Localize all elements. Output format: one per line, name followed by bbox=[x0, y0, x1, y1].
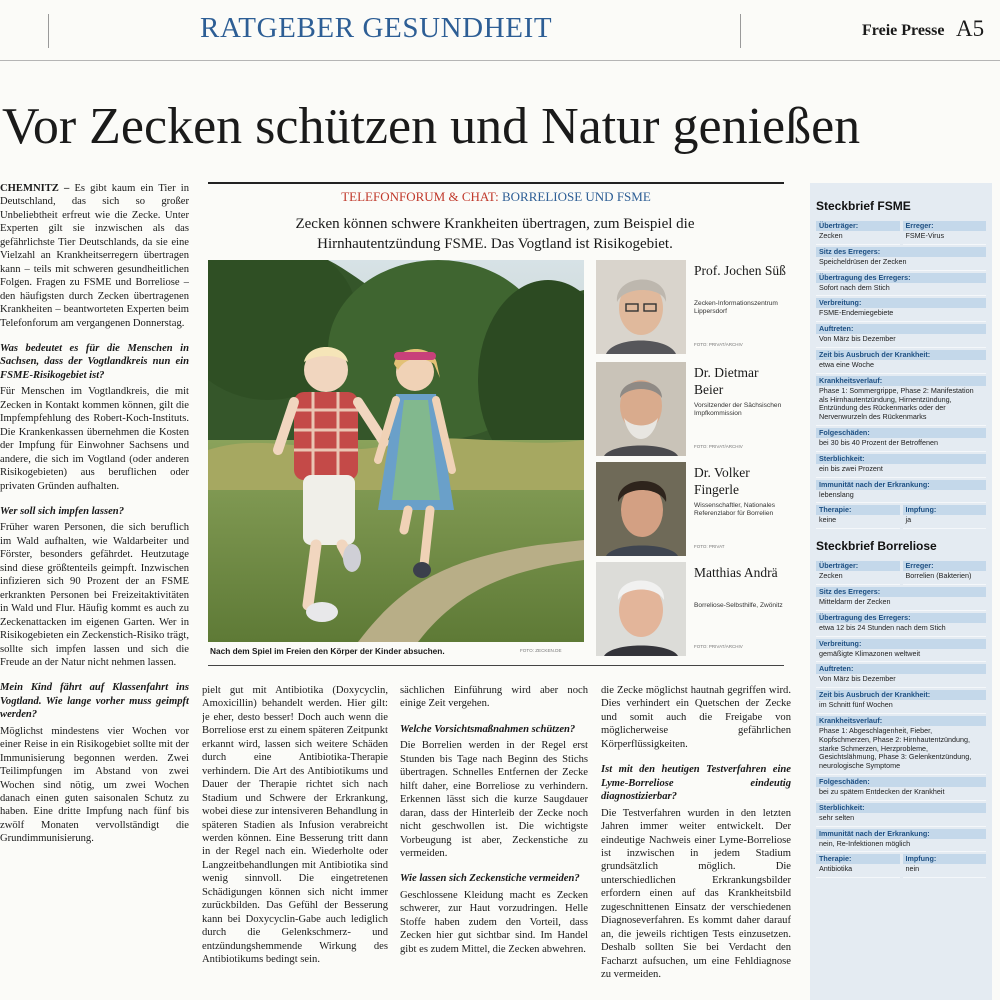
page-number: A5 bbox=[956, 16, 985, 41]
fact-label: Folgeschäden: bbox=[816, 777, 986, 787]
intro-text: Es gibt kaum ein Tier in Deutschland, das sich so großer Unbeliebtheit erfreut wie die Zecke. Unter Experten gilt sie inzwischen als das gefährlichste Tier Deutschlands, da sie eine Vielzahl an Krankheitserregern übertragen kann – teils mit schweren gesundheitlichen Folgen. Fragen zu FSME und Borreliose – den häufigsten durch Zecken übertragenen Krankheiten – beantworteten Experten beim Telefonforum am vergangenen Donnerstag. bbox=[0, 183, 189, 329]
fact-value: keine bbox=[816, 515, 900, 529]
fact-row bbox=[816, 350, 986, 374]
fact-row bbox=[816, 273, 986, 297]
fact-label: Zeit bis Ausbruch der Krankheit: bbox=[816, 690, 986, 700]
article-column-2 bbox=[202, 684, 388, 1000]
fact-value: ja bbox=[903, 515, 987, 529]
fact-value: Zecken bbox=[816, 231, 900, 245]
fact-row bbox=[816, 777, 986, 801]
expert-photo bbox=[596, 362, 686, 456]
fact-value: Mitteldarm der Zecken bbox=[816, 597, 986, 611]
question: Wer soll sich impfen lassen? bbox=[0, 505, 124, 517]
fact-value: ein bis zwei Prozent bbox=[816, 464, 986, 478]
section-title: RATGEBER GESUNDHEIT bbox=[200, 12, 553, 44]
fact-label: Sterblichkeit: bbox=[816, 803, 986, 813]
fact-label: Überträger: bbox=[816, 221, 900, 231]
fact-row bbox=[816, 613, 986, 637]
fact-row bbox=[816, 829, 986, 853]
fact-label: Sitz des Erregers: bbox=[816, 247, 986, 257]
photo-credit: FOTO: ZECKEN.DE bbox=[520, 648, 562, 653]
fact-value: Speicheldrüsen der Zecken bbox=[816, 257, 986, 271]
fact-value: Phase 1: Abgeschlagenheit, Fieber, Kopfschmerzen, Phase 2: Hirnhautentzündung, starke Schmerzen, Herzprobleme, Gesichtslähmung, Phase 3: Gelenkentzündung, neurologische Symptome bbox=[816, 726, 986, 775]
expert-2 bbox=[596, 362, 786, 458]
fact-label: Krankheitsverlauf: bbox=[816, 716, 986, 726]
masthead-rule-left bbox=[48, 14, 49, 48]
fact-value: etwa eine Woche bbox=[816, 360, 986, 374]
answer: Geschlossene Kleidung macht es Zecken schwerer, zur Haut vorzudringen. Helle Stoffe haben zudem den Vorteil, dass Zecken hier gut sichtbar sind. Im Handel gibt es zudem Mittel, die Zecken abwehren. bbox=[400, 889, 588, 955]
fact-value: Phase 1: Sommergrippe, Phase 2: Manifestation als Hirnhautentzündung, Hirnentzündung, Entzündung des Rückenmarks oder der Nervenwurzeln des Rückenmarks bbox=[816, 386, 986, 426]
forum-bottom-rule bbox=[208, 665, 784, 666]
question: Wie lassen sich Zeckenstiche vermeiden? bbox=[400, 873, 580, 885]
forum-kicker-blue: BORRELIOSE UND FSME bbox=[501, 189, 651, 204]
fact-value: lebenslang bbox=[816, 490, 986, 504]
expert-1 bbox=[596, 260, 786, 356]
fact-row bbox=[816, 480, 986, 504]
fact-label: Erreger: bbox=[903, 561, 987, 571]
fact-row bbox=[816, 247, 986, 271]
body-text: pielt gut mit Antibiotika (Doxycyclin, Amoxicillin) behandelt werden. Hier gilt: je eher, desto besser! Doch auch wenn die Borreliose erst zu einem späteren Zeitpunkt erkannt wird, lassen sich weitere Schäden durch eine Antibiotika-Therapie verhindern. Die Art des Antibiotikums und Dauer der Therapie richtet sich nach Stadium und Schwere der Erkrankung, wobei diese zur intensiveren Behandlung in späteren Stadien als Infusion verabreicht werden können. Eine Besserung tritt dann in der Regel nach ein. Wiederholte oder Langzeitbehandlungen mit Antibiotika sind wenig sinnvoll. Die eingetretenen Schädigungen können sich nicht immer zurückbilden. Das Gefühl der Besserung kann bei Doxycyclin-Gabe auch lediglich durch die Gelenkschmerz- und entzündungshemmende Wirkung des Antibiotikums bedingt sein. bbox=[202, 685, 388, 966]
intro-paragraph bbox=[0, 182, 189, 330]
fact-label: Auftreten: bbox=[816, 664, 986, 674]
fact-value: Von März bis Dezember bbox=[816, 674, 986, 688]
expert-3 bbox=[596, 462, 786, 558]
fact-label: Erreger: bbox=[903, 221, 987, 231]
forum-subhead: Zecken können schwere Krankheiten übertragen, zum Beispiel die Hirnhautentzündung FSME. Das Vogtland ist Risikogebiet. bbox=[295, 216, 695, 252]
masthead-divider bbox=[0, 60, 1000, 61]
question: Was bedeutet es für die Menschen in Sachsen, dass der Vogtlandkreis nun ein FSME-Risikogebiet ist? bbox=[0, 342, 189, 381]
fact-label: Zeit bis Ausbruch der Krankheit: bbox=[816, 350, 986, 360]
fact-value: Sofort nach dem Stich bbox=[816, 283, 986, 297]
fact-row bbox=[816, 324, 986, 348]
expert-credit: FOTO: PRIVAT/ARCHIV bbox=[694, 644, 743, 649]
fact-value: sehr selten bbox=[816, 813, 986, 827]
fact-row bbox=[816, 854, 986, 878]
fact-value: nein, Re-Infektionen möglich bbox=[816, 839, 986, 853]
expert-photo bbox=[596, 562, 686, 656]
fact-label: Übertragung des Erregers: bbox=[816, 273, 986, 283]
expert-photo bbox=[596, 260, 686, 354]
fact-value: im Schnitt fünf Wochen bbox=[816, 700, 986, 714]
fact-row bbox=[816, 561, 986, 585]
fact-value: Antibiotika bbox=[816, 864, 900, 878]
article-column-3 bbox=[400, 684, 588, 1000]
answer: Möglichst mindestens vier Wochen vor einer Reise in ein Risikogebiet sollte mit der Immunisierung begonnen werden. Zwei Teilimpfungen im Abstand von zwei Wochen sind nötig, um zwei Wochen danach einen guten saisonalen Schutz zu haben. Eine dritte Impfung nach fünf bis zwölf Monaten vervollständigt die Grundimmunisierung. bbox=[0, 725, 189, 845]
expert-name: Dr. Dietmar Beier bbox=[694, 365, 759, 397]
fact-row bbox=[816, 716, 986, 775]
fact-label: Immunität nach der Erkrankung: bbox=[816, 829, 986, 839]
fact-label: Therapie: bbox=[816, 505, 900, 515]
fact-row bbox=[816, 454, 986, 478]
body-text: die Zecke möglichst hautnah gegriffen wird. Dies verhindert ein Quetschen der Zecke und somit auch die Freigabe von möglicherweise gefährlichen Körperflüssigkeiten. bbox=[601, 685, 791, 750]
fact-sidebar bbox=[810, 183, 992, 1000]
borreliose-rows bbox=[810, 561, 992, 878]
expert-photo bbox=[596, 462, 686, 556]
article-column-1 bbox=[0, 182, 189, 1000]
fsme-rows bbox=[810, 221, 992, 529]
fact-label: Sitz des Erregers: bbox=[816, 587, 986, 597]
expert-role: Vorsitzender der Sächsischen Impfkommission bbox=[694, 402, 782, 418]
article-column-4 bbox=[601, 684, 791, 1000]
question: Mein Kind fährt auf Klassenfahrt ins Vogtland. Wie lange vorher muss geimpft werden? bbox=[0, 682, 189, 721]
fact-label: Krankheitsverlauf: bbox=[816, 376, 986, 386]
question: Welche Vorsichtsmaßnahmen schützen? bbox=[400, 723, 576, 735]
fact-row bbox=[816, 505, 986, 529]
fact-value: Borrelien (Bakterien) bbox=[903, 571, 987, 585]
fact-label: Überträger: bbox=[816, 561, 900, 571]
fact-row bbox=[816, 587, 986, 611]
expert-name: Matthias Andrä bbox=[694, 565, 778, 580]
forum-kicker-red: TELEFONFORUM & CHAT: bbox=[341, 189, 499, 204]
answer: Die Borrelien werden in der Regel erst Stunden bis Tage nach Beginn des Stichs übertragen. Schnelles Entfernen der Zecke hilft daher, eine Borreliose zu verhindern. Erkennen lässt sich die kurze Saugdauer daran, dass der Hinterleib der Zecke noch nicht geschwollen ist. Die wichtigste Vorbeugung ist aber, Zeckenstiche zu vermeiden. bbox=[400, 740, 588, 859]
forum-kicker bbox=[208, 189, 784, 205]
photo-caption: Nach dem Spiel im Freien den Körper der Kinder absuchen. bbox=[210, 646, 445, 656]
fact-label: Impfung: bbox=[903, 505, 987, 515]
expert-4 bbox=[596, 562, 786, 658]
fact-row bbox=[816, 298, 986, 322]
fact-value: FSME-Endemiegebiete bbox=[816, 308, 986, 322]
fact-value: bei 30 bis 40 Prozent der Betroffenen bbox=[816, 438, 986, 452]
fact-label: Verbreitung: bbox=[816, 298, 986, 308]
fact-value: Von März bis Dezember bbox=[816, 334, 986, 348]
dateline: CHEMNITZ – bbox=[0, 183, 70, 194]
fact-row bbox=[816, 639, 986, 663]
fact-value: Zecken bbox=[816, 571, 900, 585]
fact-value: gemäßigte Klimazonen weltweit bbox=[816, 649, 986, 663]
fact-row bbox=[816, 376, 986, 426]
fact-value: nein bbox=[903, 864, 987, 878]
fact-label: Folgeschäden: bbox=[816, 428, 986, 438]
headline: Vor Zecken schützen und Natur genießen bbox=[2, 98, 861, 155]
expert-name: Prof. Jochen Süß bbox=[694, 263, 786, 278]
answer: Für Menschen im Vogtlandkreis, die mit Zecken in Kontakt kommen können, gilt die Impfempfehlung des Robert-Koch-Instituts. Die Krankenkassen übernehmen die Kosten der Impfung für Einwohner Sachsens und andere, die sich im Vogtland (oder anderen Risikogebieten) aus beruflichen oder privaten Gründen aufhalten. bbox=[0, 386, 189, 492]
expert-name: Dr. Volker Fingerle bbox=[694, 465, 750, 497]
forum-top-rule bbox=[208, 182, 784, 184]
expert-credit: FOTO: PRIVAT/ARCHIV bbox=[694, 342, 743, 347]
fact-label: Therapie: bbox=[816, 854, 900, 864]
answer: Früher waren Personen, die sich beruflich im Wald aufhalten, wie Waldarbeiter und Förster, besonders gefährdet. Heutzutage sind diese größtenteils geimpft. Inzwischen infizieren sich 90 Prozent der an FSME erkrankten Personen bei Freizeitaktivitäten in Wald und Flur. Häufig kommt es auch zu Zeckenattacken im eigenen Garten. Wer in Risikogebieten ein Zeckenstich-Risiko trägt, sollte sich impfen lassen und sich die Freude an der Natur nicht nehmen lassen. bbox=[0, 522, 189, 668]
expert-credit: FOTO: PRIVAT bbox=[694, 544, 725, 549]
question: Ist mit den heutigen Testverfahren eine Lyme-Borreliose eindeutig diagnostizierbar? bbox=[601, 764, 791, 803]
fact-row bbox=[816, 221, 986, 245]
fact-label: Verbreitung: bbox=[816, 639, 986, 649]
fact-label: Auftreten: bbox=[816, 324, 986, 334]
fact-value: bei zu spätem Entdecken der Krankheit bbox=[816, 787, 986, 801]
body-text: sächlichen Einführung wird aber noch einige Zeit vergehen. bbox=[400, 685, 588, 710]
fact-row bbox=[816, 664, 986, 688]
fact-label: Impfung: bbox=[903, 854, 987, 864]
expert-credit: FOTO: PRIVAT/ARCHIV bbox=[694, 444, 743, 449]
fsme-title: Steckbrief FSME bbox=[816, 199, 911, 213]
answer: Die Testverfahren wurden in den letzten Jahren immer weiter entwickelt. Der eindeutige Nachweis einer Lyme-Borreliose ist inzwischen in jedem Stadium grundsätzlich möglich. Die unterschiedlichen Erkrankungsbilder erfordern einen auf das Krankheitsbild zugeschnittenen Einsatz der verschiedenen Diagnoseverfahren. Es kommt daher darauf an, die jeweils richtigen Tests einzusetzen. Deshalb sollten Sie bei Verdacht den Facharzt aufsuchen, um eine Fehldiagnose zu vermeiden. bbox=[601, 807, 791, 981]
main-photo bbox=[208, 260, 584, 642]
paper-name: Freie Presse bbox=[862, 22, 945, 39]
fact-label: Immunität nach der Erkrankung: bbox=[816, 480, 986, 490]
fact-label: Sterblichkeit: bbox=[816, 454, 986, 464]
fact-row bbox=[816, 803, 986, 827]
fact-label: Übertragung des Erregers: bbox=[816, 613, 986, 623]
expert-role: Zecken-Informationszentrum Lippersdorf bbox=[694, 300, 778, 316]
borreliose-title: Steckbrief Borreliose bbox=[816, 539, 937, 554]
expert-role: Wissenschaftler, Nationales Referenzlabor für Borrelien bbox=[694, 502, 775, 518]
fact-row bbox=[816, 428, 986, 452]
masthead-rule-right bbox=[740, 14, 741, 48]
fact-value: etwa 12 bis 24 Stunden nach dem Stich bbox=[816, 623, 986, 637]
fact-row bbox=[816, 690, 986, 714]
fact-value: FSME-Virus bbox=[903, 231, 987, 245]
expert-role: Borreliose-Selbsthilfe, Zwönitz bbox=[694, 602, 783, 609]
